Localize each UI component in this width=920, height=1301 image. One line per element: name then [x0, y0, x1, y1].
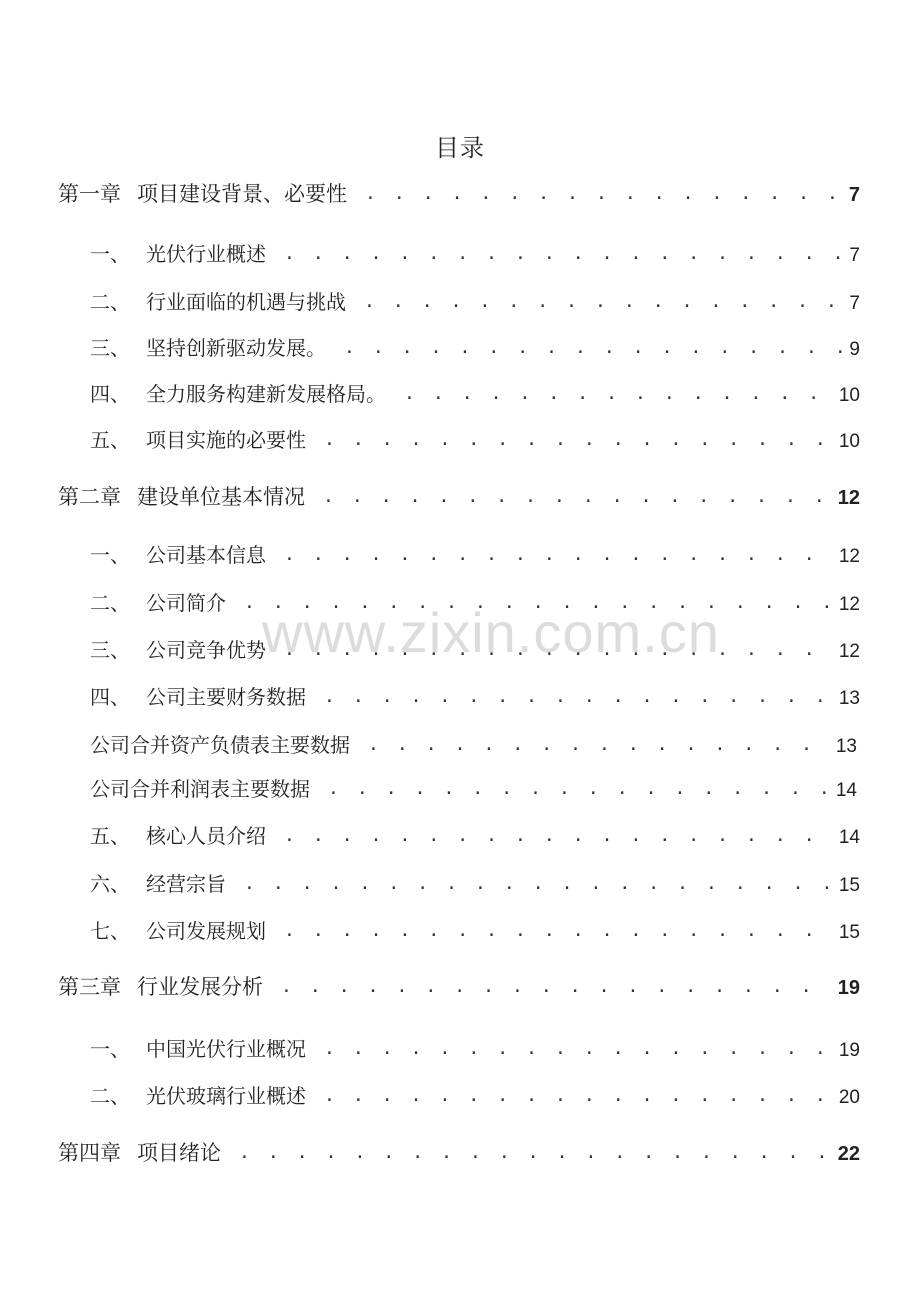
section-number: 三、 [90, 638, 130, 662]
dot-leader [365, 183, 845, 204]
entry-title: 光伏行业概述 [146, 242, 266, 266]
entry-title: 公司发展规划 [146, 919, 266, 943]
toc-entry-subsection[interactable] [90, 773, 857, 802]
page-number: 15 [838, 922, 860, 943]
toc-entry-chapter[interactable] [58, 178, 860, 208]
page-number: 12 [837, 487, 860, 509]
toc-entry-section[interactable] [90, 238, 860, 267]
entry-title: 公司竞争优势 [146, 638, 266, 662]
section-number: 二、 [90, 290, 130, 314]
section-number: 四、 [90, 685, 130, 709]
section-number: 四、 [90, 382, 130, 406]
page-number: 19 [838, 1040, 860, 1061]
section-number: 一、 [90, 543, 130, 567]
entry-title: 行业发展分析 [137, 975, 263, 999]
page-number: 7 [849, 293, 860, 314]
section-number: 一、 [90, 242, 130, 266]
toc-entry-chapter[interactable] [58, 1137, 860, 1167]
section-number: 五、 [90, 824, 130, 848]
dot-leader [344, 337, 845, 358]
entry-title: 公司合并资产负债表主要数据 [90, 733, 350, 757]
toc-entry-section[interactable] [90, 915, 860, 944]
page-number: 10 [838, 431, 860, 452]
toc-entry-section[interactable] [90, 286, 860, 315]
chapter-number: 第三章 [58, 975, 121, 999]
page-number: 13 [835, 736, 857, 757]
toc-entry-section[interactable] [90, 587, 860, 616]
watermark: www.zixin.com.cn [262, 601, 720, 664]
dot-leader [284, 825, 835, 846]
dot-leader [244, 873, 835, 894]
entry-title: 公司主要财务数据 [146, 685, 306, 709]
page-number: 12 [838, 546, 860, 567]
section-number: 二、 [90, 1084, 130, 1108]
dot-leader [328, 778, 832, 799]
entry-title: 项目建设背景、必要性 [137, 182, 347, 206]
chapter-number: 第二章 [58, 485, 121, 509]
entry-title: 公司简介 [146, 591, 226, 615]
dot-leader [368, 734, 832, 755]
toc-entry-section[interactable] [90, 1033, 860, 1062]
entry-title: 经营宗旨 [146, 872, 226, 896]
section-number: 二、 [90, 591, 130, 615]
section-number: 七、 [90, 919, 130, 943]
chapter-number: 第四章 [58, 1141, 121, 1165]
page-number: 20 [838, 1087, 860, 1108]
section-number: 一、 [90, 1037, 130, 1061]
toc-entry-chapter[interactable] [58, 971, 860, 1001]
entry-title: 项目实施的必要性 [146, 428, 306, 452]
entry-title: 项目绪论 [137, 1141, 221, 1165]
dot-leader [284, 544, 835, 565]
dot-leader [324, 686, 835, 707]
entry-title: 光伏玻璃行业概述 [146, 1084, 306, 1108]
dot-leader [244, 592, 835, 613]
page-number: 12 [838, 594, 860, 615]
toc-entry-section[interactable] [90, 539, 860, 568]
entry-title: 全力服务构建新发展格局。 [146, 382, 386, 406]
page-number: 7 [848, 184, 860, 206]
toc-entry-section[interactable] [90, 332, 860, 361]
toc-title: 目录 [435, 134, 485, 162]
entry-title: 建设单位基本情况 [137, 485, 305, 509]
dot-leader [323, 486, 834, 507]
page-number: 15 [838, 875, 860, 896]
entry-title: 核心人员介绍 [146, 824, 266, 848]
page-number: 14 [838, 827, 860, 848]
page-number: 7 [849, 245, 860, 266]
dot-leader [239, 1142, 834, 1163]
section-number: 六、 [90, 872, 130, 896]
page-number: 12 [838, 641, 860, 662]
section-number: 三、 [90, 336, 130, 360]
dot-leader [324, 1085, 835, 1106]
dot-leader [281, 976, 834, 997]
dot-leader [284, 243, 845, 264]
toc-entry-section[interactable] [90, 820, 860, 849]
entry-title: 行业面临的机遇与挑战 [146, 290, 346, 314]
toc-entry-chapter[interactable] [58, 481, 860, 511]
toc-entry-section[interactable] [90, 378, 860, 407]
entry-title: 中国光伏行业概况 [146, 1037, 306, 1061]
toc-entry-section[interactable] [90, 424, 860, 453]
toc-entry-section[interactable] [90, 868, 860, 897]
dot-leader [284, 920, 835, 941]
chapter-number: 第一章 [58, 182, 121, 206]
dot-leader [284, 639, 835, 660]
page-number: 19 [837, 977, 860, 999]
page-number: 14 [835, 780, 857, 801]
page-number: 10 [838, 385, 860, 406]
entry-title: 坚持创新驱动发展。 [146, 336, 326, 360]
entry-title: 公司基本信息 [146, 543, 266, 567]
page-number: 13 [838, 688, 860, 709]
dot-leader [364, 291, 845, 312]
dot-leader [324, 1038, 835, 1059]
toc-entry-section[interactable] [90, 1080, 860, 1109]
section-number: 五、 [90, 428, 130, 452]
dot-leader [324, 429, 835, 450]
page-number: 22 [837, 1143, 860, 1165]
page-number: 9 [849, 339, 860, 360]
dot-leader [404, 383, 835, 404]
entry-title: 公司合并利润表主要数据 [90, 777, 310, 801]
toc-entry-section[interactable] [90, 681, 860, 710]
toc-entry-section[interactable] [90, 634, 860, 663]
toc-entry-subsection[interactable] [90, 729, 857, 758]
